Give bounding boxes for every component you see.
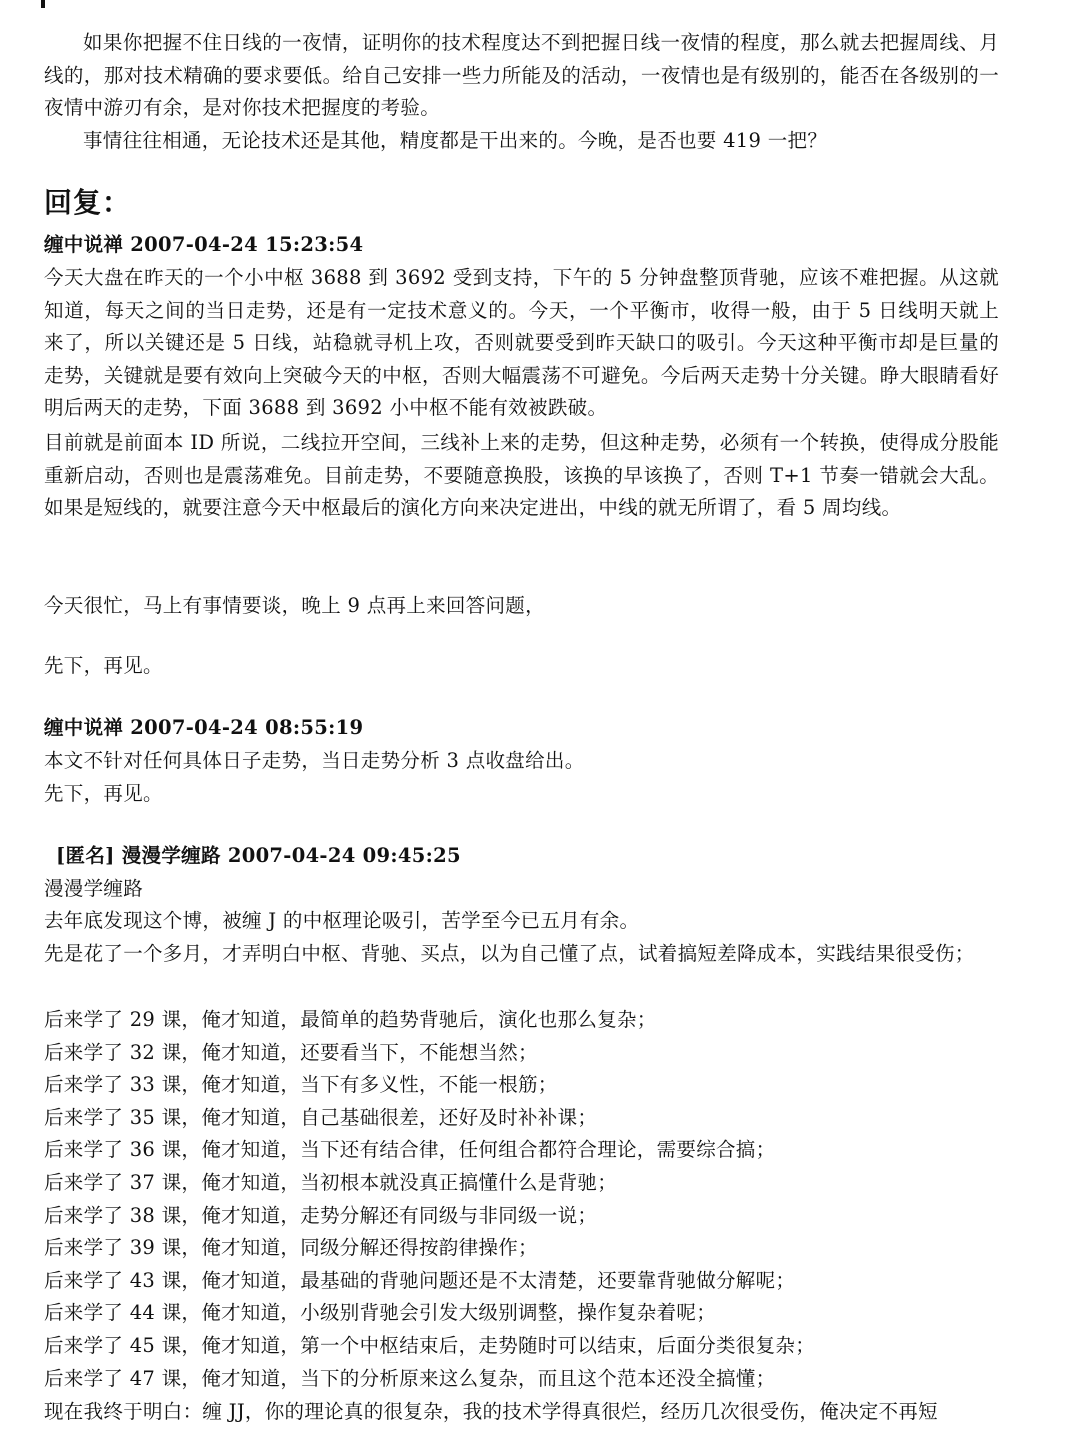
reply-1-paragraph-3: 今天很忙，马上有事情要谈，晚上 9 点再上来回答问题， xyxy=(44,594,545,617)
reply-3-line-2: 先是花了一个多月，才弄明白中枢、背驰、买点，以为自己懂了点，试着搞短差降成本，实践结果很受伤； xyxy=(44,942,975,965)
reply-2-author-time: 缠中说禅 2007-04-24 08:55:19 xyxy=(44,716,364,739)
list-item: 后来学了 47 课，俺才知道，当下的分析原来这么复杂，而且这个范本还没全搞懂； xyxy=(44,1366,776,1390)
list-item: 后来学了 33 课，俺才知道，当下有多义性，不能一根筋； xyxy=(44,1073,558,1097)
reply-3-line-1: 去年底发现这个博，被缠 J 的中枢理论吸引，苦学至今已五月有余。 xyxy=(44,909,640,932)
list-item: 后来学了 45 课，俺才知道，第一个中枢结束后，走势随时可以结束，后面分类很复杂； xyxy=(44,1333,816,1357)
list-item: 后来学了 38 课，俺才知道，走势分解还有同级与非同级一说； xyxy=(44,1203,598,1227)
list-item: 后来学了 43 课，俺才知道，最基础的背驰问题还是不太清楚，还要靠背驰做分解呢； xyxy=(44,1268,796,1292)
reply-1-paragraph-2: 目前就是前面本 ID 所说，二线拉开空间，三线补上来的走势，但这种走势，必须有一个转换，使得成分股能重新启动，否则也是震荡难免。目前走势，不要随意换股，该换的早该换了，否则 T+1 节奏一错就会大乱。如果是短线的，就要注意今天中枢最后的演化方向来决定进出，中线的就无所谓了，看 5 周均线。 xyxy=(44,431,999,520)
list-item: 后来学了 29 课，俺才知道，最简单的趋势背驰后，演化也那么复杂； xyxy=(44,1008,657,1031)
reply-1-paragraph-1: 今天大盘在昨天的一个小中枢 3688 到 3692 受到支持，下午的 5 分钟盘整顶背驰，应该不难把握。从这就知道，每天之间的当日走势，还是有一定技术意义的。今天，一个平衡市，收得一般，由于 5 日线明天就上来了，所以关键还是 5 日线，站稳就寻机上攻，否则就要受到昨天缺口的吸引。今天这种平衡市却是巨量的走势，关键就是要有效向上突破今天的中枢，否则大幅震荡不可避免。今后两天走势十分关键。睁大眼睛看好明后两天的走势，下面 3688 到 3692 小中枢不能有效被跌破。 xyxy=(44,266,999,420)
list-item: 后来学了 35 课，俺才知道，自己基础很差，还好及时补补课； xyxy=(44,1105,598,1129)
list-item: 后来学了 36 课，俺才知道，当下还有结合律，任何组合都符合理论，需要综合搞； xyxy=(44,1138,776,1162)
replies-heading: 回复： xyxy=(44,186,132,219)
list-item: 后来学了 39 课，俺才知道，同级分解还得按韵律操作； xyxy=(44,1236,538,1260)
list-item: 后来学了 37 课，俺才知道，当初根本就没真正搞懂什么是背驰； xyxy=(44,1170,618,1194)
list-item: 后来学了 32 课，俺才知道，还要看当下，不能想当然； xyxy=(44,1040,538,1064)
reply-1-paragraph-4: 先下，再见。 xyxy=(44,654,163,677)
lesson-list xyxy=(44,1004,999,1395)
reply-2-line-2: 先下，再见。 xyxy=(44,782,163,805)
top-edge-mark xyxy=(41,0,45,8)
reply-3-last-line: 现在我终于明白：缠 JJ，你的理论真的很复杂，我的技术学得真很烂，经历几次很受伤，俺决定不再短 xyxy=(44,1400,938,1423)
list-item: 后来学了 44 课，俺才知道，小级别背驰会引发大级别调整，操作复杂着呢； xyxy=(44,1301,717,1325)
reply-1-author-time: 缠中说禅 2007-04-24 15:23:54 xyxy=(44,233,364,256)
reply-3-name-line: 漫漫学缠路 xyxy=(44,877,144,900)
reply-3-author-time: [匿名] 漫漫学缠路 2007-04-24 09:45:25 xyxy=(56,844,461,867)
intro-paragraph-2: 事情往往相通，无论技术还是其他，精度都是干出来的。今晚，是否也要 419 一把？ xyxy=(83,129,828,152)
reply-2-line-1: 本文不针对任何具体日子走势，当日走势分析 3 点收盘给出。 xyxy=(44,749,585,772)
intro-paragraph-1: 如果你把握不住日线的一夜情，证明你的技术程度达不到把握日线一夜情的程度，那么就去把握周线、月线的，那对技术精确的要求要低。给自己安排一些力所能及的活动，一夜情也是有级别的，能否在各级别的一夜情中游刃有余，是对你技术把握度的考验。 xyxy=(44,31,999,120)
